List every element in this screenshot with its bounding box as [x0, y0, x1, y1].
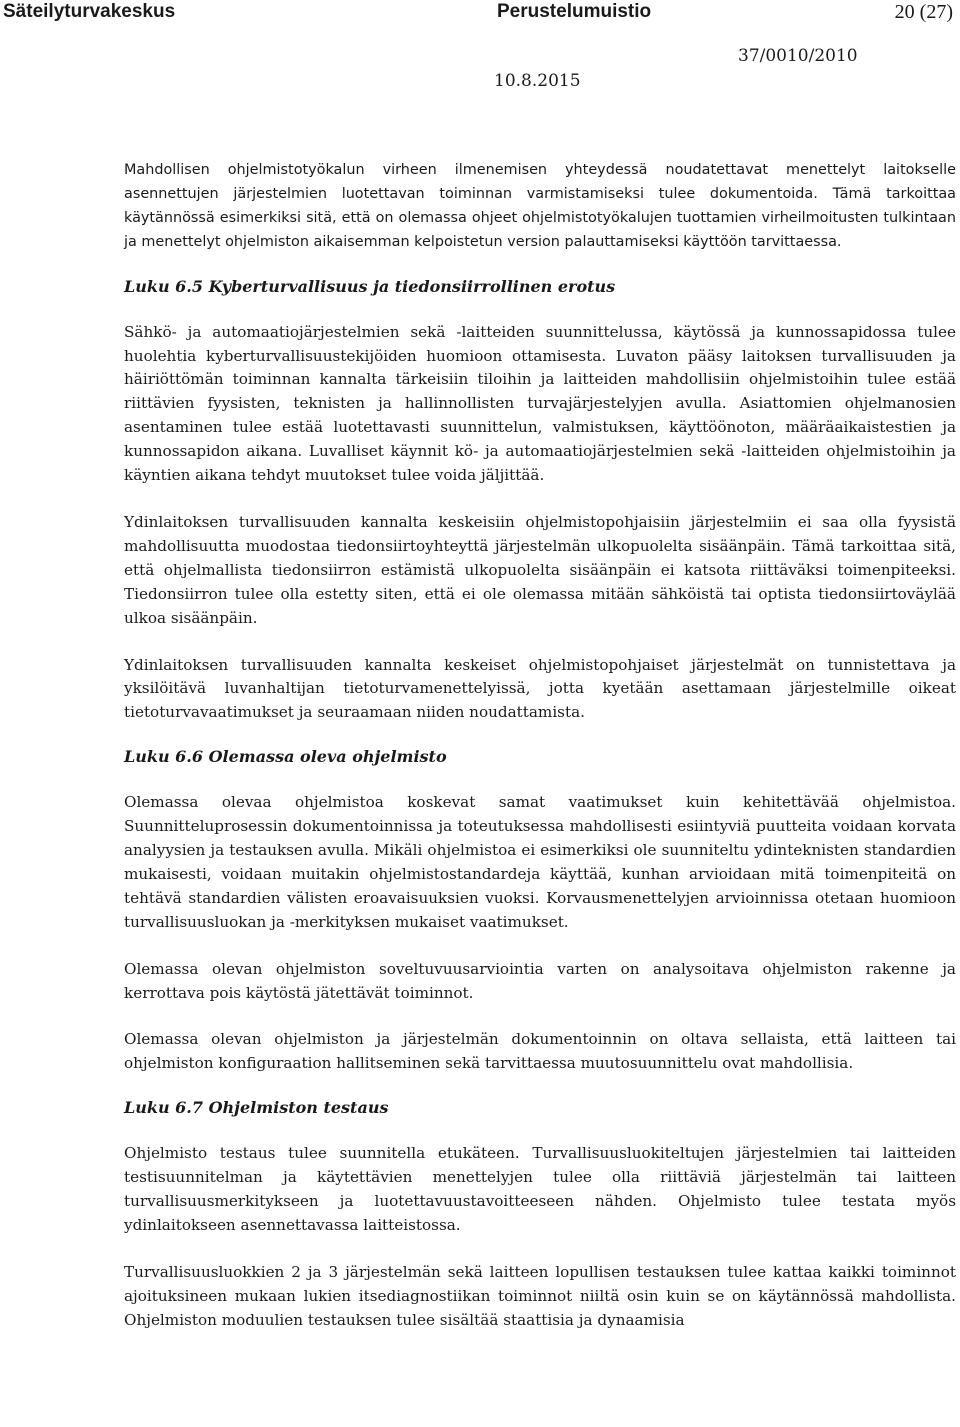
document-reference: 37/0010/2010 [738, 46, 858, 66]
page-header [0, 0, 960, 100]
paragraph-existing-software: Olemassa olevaa ohjelmistoa koskevat samat vaatimukset kuin kehitettävää ohjelmistoa. Suunnitteluprosessin dokumentoinnissa ja toteutuksessa mahdollisesti esiintyviä puutteita voidaan korvata analyysien ja testauksen avulla. Mikäli ohjelmistoa ei esimerkiksi ole suunniteltu ydinteknisten standardien mukaisesti, voidaan muitakin ohjelmistostandardeja käyttää, kunhan arvioidaan mitä toimenpiteitä on tehtävä standardien välisten eroavaisuuksien vuoksi. Korvausmenettelyjen arvioinnissa otetaan huomioon turvallisuusluokan ja -merkityksen mukaiset vaatimukset. [124, 793, 956, 931]
paragraph-documentation: Olemassa olevan ohjelmiston ja järjestelmän dokumentoinnin on oltava sellaista, että laitteen tai ohjelmiston konfiguraation hallitseminen sekä tarvittaessa muutosuunnittelu ovat mahdollisia. [124, 1030, 956, 1073]
document-type: Perustelumuistio [497, 1, 652, 22]
paragraph-final-testing: Turvallisuusluokkien 2 ja 3 järjestelmän sekä laitteen lopullisen testauksen tulee kattaa kaikki toiminnot ajoituksineen mukaan lukien itsediagnostiikan toiminnot niiltä osin kuin se on käytännössä mahdollista. Ohjelmiston moduulien testauksen tulee sisältää staattisia ja dynaamisia [124, 1262, 956, 1329]
paragraph-identification: Ydinlaitoksen turvallisuuden kannalta keskeiset ohjelmistopohjaiset järjestelmät on tunnistettava ja yksilöitävä luvanhaltijan tietoturvamenettelyissä, jotta kyetään asettamaan järjestelmille oikeat tietoturvavaatimukset ja seuraamaan niiden noudattamista. [124, 655, 956, 722]
document-body [124, 159, 956, 1333]
section-heading-6-7: Luku 6.7 Ohjelmiston testaus [124, 1098, 389, 1118]
paragraph-tool-errors: Mahdollisen ohjelmistotyökalun virheen ilmenemisen yhteydessä noudatettavat menettelyt laitokselle asennettujen järjestelmien luotettavan toiminnan varmistamiseksi tulee dokumentoida. Tämä tarkoittaa käytännössä esimerkiksi sitä, että on olemassa ohjeet ohjelmistotyökalujen tuottamien virheilmoitusten tulkintaan ja menettelyt ohjelmiston aikaisemman kelpoistetun version palauttamiseksi käyttöön tarvittaessa. [124, 162, 956, 250]
paragraph-cybersecurity: Sähkö- ja automaatiojärjestelmien sekä -laitteiden suunnittelussa, käytössä ja kunnossapidossa tulee huolehtia kyberturvallisuustekijöiden huomioon ottamisesta. Luvaton pääsy laitoksen turvallisuuden ja häiriöttömän toiminnan kannalta tärkeisiin tiloihin ja laitteiden mahdollisiin ohjelmistoihin tulee estää riittävien fyysisten, teknisten ja hallinnollisten turvajärjestelyjen avulla. Asiattomien ohjelmanosien asentaminen tulee estää luotettavasti suunnittelun, valmistuksen, käyttöönoton, määräaikaistestien ja kunnossapidon aikana. Luvalliset käynnit kö- ja automaatiojärjestelmien sekä -laitteiden ohjelmistoihin ja käyntien aikana tehdyt muutokset tulee voida jäljittää. [124, 322, 956, 485]
document-date: 10.8.2015 [494, 71, 581, 91]
paragraph-data-transfer: Ydinlaitoksen turvallisuuden kannalta keskeisiin ohjelmistopohjaisiin järjestelmiin ei saa olla fyysistä mahdollisuutta muodostaa tiedonsiirtoyhteyttä järjestelmän ulkopuolelta sisäänpäin. Tämä tarkoittaa sitä, että ohjelmallista tiedonsiirron estämistä ulkopuolelta sisäänpäin ei katsota riittäväksi toimenpiteeksi. Tiedonsiirron tulee olla estetty siten, että ei ole olemassa mitään sähköistä tai optista tiedonsiirtoväylää ulkoa sisäänpäin. [124, 512, 956, 627]
organization-name: Säteilyturvakeskus [3, 1, 176, 22]
paragraph-suitability: Olemassa olevan ohjelmiston soveltuvuusarviointia varten on analysoitava ohjelmiston rakenne ja kerrottava pois käytöstä jätettävät toiminnot. [124, 959, 956, 1002]
paragraph-test-planning: Ohjelmisto testaus tulee suunnitella etukäteen. Turvallisuusluokiteltujen järjestelmien tai laitteiden testisuunnitelman ja käytettävien menettelyjen tulee olla riittäviä järjestelmän tai laitteen turvallisuusmerkitykseen ja luotettavuustavoitteeseen nähden. Ohjelmisto tulee testata myös ydinlaitokseen asennettavassa laitteistossa. [124, 1144, 956, 1234]
section-heading-6-5: Luku 6.5 Kyberturvallisuus ja tiedonsiirrollinen erotus [124, 276, 616, 296]
page-number: 20 (27) [894, 1, 953, 23]
section-heading-6-6: Luku 6.6 Olemassa oleva ohjelmisto [124, 747, 447, 767]
